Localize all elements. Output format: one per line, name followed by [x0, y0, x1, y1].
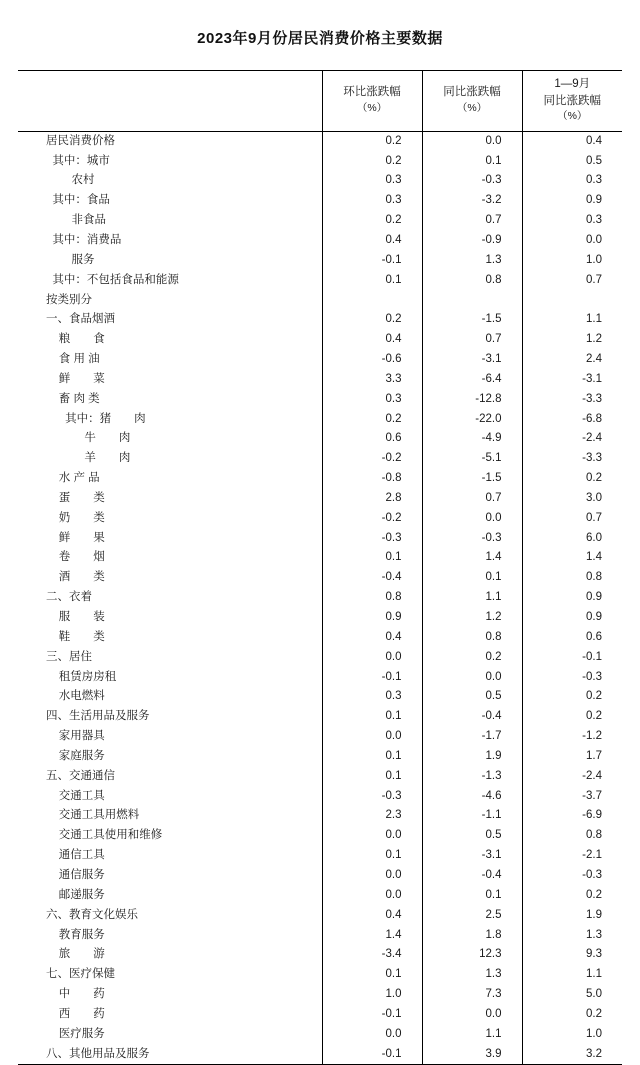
row-label: 其中：不包括食品和能源 — [46, 273, 179, 286]
row-label: 教育服务 — [46, 928, 105, 941]
cell-mom: 0.0 — [322, 648, 422, 668]
cell-ytd: -6.8 — [522, 409, 622, 429]
table-row — [18, 409, 622, 429]
cell-ytd: -0.3 — [522, 866, 622, 886]
cell-yoy: -1.1 — [422, 806, 522, 826]
cell-ytd: 0.8 — [522, 826, 622, 846]
cell-ytd: 0.0 — [522, 231, 622, 251]
cell-mom: 0.3 — [322, 191, 422, 211]
row-label: 其中：猪 肉 — [46, 412, 146, 425]
cell-mom: 3.3 — [322, 370, 422, 390]
cell-yoy: 0.0 — [422, 131, 522, 151]
cell-ytd: 0.8 — [522, 568, 622, 588]
table-row — [18, 886, 622, 906]
cell-yoy: 1.3 — [422, 251, 522, 271]
cell-mom: 0.1 — [322, 965, 422, 985]
row-label: 医疗服务 — [46, 1027, 105, 1040]
cell-mom: 0.3 — [322, 390, 422, 410]
row-label: 农村 — [46, 174, 95, 187]
table-row — [18, 866, 622, 886]
cell-ytd: 1.1 — [522, 965, 622, 985]
cell-yoy: -0.3 — [422, 528, 522, 548]
row-label: 鞋 类 — [46, 630, 105, 643]
table-row — [18, 727, 622, 747]
row-label: 非食品 — [46, 214, 107, 227]
cell-yoy: 0.0 — [422, 509, 522, 529]
cell-ytd: 1.9 — [522, 905, 622, 925]
table-row — [18, 667, 622, 687]
table-row — [18, 568, 622, 588]
cell-mom: -0.8 — [322, 469, 422, 489]
table-row — [18, 231, 622, 251]
cell-ytd: 9.3 — [522, 945, 622, 965]
row-label: 食 用 油 — [46, 353, 100, 366]
table-row — [18, 370, 622, 390]
cell-ytd: 1.7 — [522, 747, 622, 767]
cell-yoy: 0.7 — [422, 330, 522, 350]
cell-mom: -0.3 — [322, 528, 422, 548]
table-container — [0, 70, 640, 1065]
table-row — [18, 806, 622, 826]
table-header-row — [18, 71, 622, 132]
row-label: 鲜 果 — [46, 531, 105, 544]
cell-yoy: -0.9 — [422, 231, 522, 251]
cell-mom — [322, 290, 422, 310]
cell-yoy: 1.1 — [422, 1025, 522, 1045]
cell-yoy: 1.4 — [422, 548, 522, 568]
cell-yoy: -0.4 — [422, 707, 522, 727]
cell-yoy: -3.1 — [422, 846, 522, 866]
cell-ytd: 0.3 — [522, 171, 622, 191]
cell-yoy: 0.0 — [422, 667, 522, 687]
cell-mom: 1.4 — [322, 925, 422, 945]
cell-yoy: -22.0 — [422, 409, 522, 429]
cell-ytd: -0.1 — [522, 648, 622, 668]
table-row — [18, 390, 622, 410]
table-row — [18, 588, 622, 608]
cell-ytd: 1.1 — [522, 310, 622, 330]
cell-mom: -3.4 — [322, 945, 422, 965]
cell-ytd: 1.3 — [522, 925, 622, 945]
table-row — [18, 767, 622, 787]
cell-yoy: -1.5 — [422, 310, 522, 330]
row-label: 其中：城市 — [46, 154, 110, 167]
table-row — [18, 449, 622, 469]
cell-yoy: 0.2 — [422, 648, 522, 668]
cell-ytd: 0.6 — [522, 628, 622, 648]
cell-mom: 2.8 — [322, 489, 422, 509]
cell-mom: 0.0 — [322, 866, 422, 886]
cell-mom: 0.2 — [322, 211, 422, 231]
cell-ytd: -3.3 — [522, 449, 622, 469]
cell-mom: 1.0 — [322, 985, 422, 1005]
cell-yoy: 1.3 — [422, 965, 522, 985]
cell-ytd: -0.3 — [522, 667, 622, 687]
cell-ytd: 0.9 — [522, 191, 622, 211]
cell-yoy: 0.8 — [422, 270, 522, 290]
table-row — [18, 509, 622, 529]
cell-ytd: -3.1 — [522, 370, 622, 390]
cell-mom: 0.1 — [322, 767, 422, 787]
row-label: 鲜 菜 — [46, 372, 105, 385]
cell-yoy: 0.1 — [422, 886, 522, 906]
table-row — [18, 528, 622, 548]
cell-ytd: 0.2 — [522, 886, 622, 906]
row-label: 卷 烟 — [46, 551, 105, 564]
page-title: 2023年9月份居民消费价格主要数据 — [197, 30, 443, 47]
row-label: 水电燃料 — [46, 690, 105, 703]
table-row — [18, 965, 622, 985]
row-label: 奶 类 — [46, 511, 105, 524]
row-label: 酒 类 — [46, 571, 105, 584]
cell-ytd: 0.2 — [522, 707, 622, 727]
cell-mom: 0.2 — [322, 310, 422, 330]
cell-ytd: 0.9 — [522, 588, 622, 608]
cell-ytd: 3.2 — [522, 1044, 622, 1064]
cell-ytd: 0.5 — [522, 151, 622, 171]
row-label: 八、其他用品及服务 — [18, 1044, 322, 1064]
row-label: 通信工具 — [46, 849, 105, 862]
cell-ytd: 0.9 — [522, 608, 622, 628]
row-label: 服 装 — [46, 611, 105, 623]
cell-mom: 0.8 — [322, 588, 422, 608]
table-row — [18, 905, 622, 925]
cell-yoy: 1.9 — [422, 747, 522, 767]
table-row — [18, 211, 622, 231]
cell-ytd: 0.2 — [522, 687, 622, 707]
row-label: 租赁房房租 — [46, 670, 117, 683]
row-label: 羊 肉 — [46, 452, 131, 465]
row-label: 六、教育文化娱乐 — [46, 908, 138, 921]
table-row — [18, 985, 622, 1005]
row-label: 居民消费价格 — [46, 134, 115, 147]
cell-mom: 0.0 — [322, 886, 422, 906]
cell-ytd: 2.4 — [522, 350, 622, 370]
row-label: 四、生活用品及服务 — [46, 710, 150, 723]
row-label: 邮递服务 — [46, 888, 105, 901]
cell-yoy: 0.7 — [422, 489, 522, 509]
cell-yoy: 0.8 — [422, 628, 522, 648]
row-label: 二、衣着 — [46, 591, 92, 604]
cell-mom: 0.3 — [322, 687, 422, 707]
cell-yoy: -0.3 — [422, 171, 522, 191]
cell-yoy: -5.1 — [422, 449, 522, 469]
cell-ytd: -3.3 — [522, 390, 622, 410]
cell-yoy: 0.1 — [422, 568, 522, 588]
cell-mom: -0.1 — [322, 251, 422, 271]
table-row — [18, 925, 622, 945]
cell-ytd: -2.4 — [522, 429, 622, 449]
table-body — [18, 131, 622, 1065]
table-row — [18, 707, 622, 727]
cell-yoy: 1.8 — [422, 925, 522, 945]
cell-ytd: -2.1 — [522, 846, 622, 866]
cell-ytd: 1.2 — [522, 330, 622, 350]
cell-mom: 0.6 — [322, 429, 422, 449]
cell-ytd: 6.0 — [522, 528, 622, 548]
cell-yoy: 0.5 — [422, 687, 522, 707]
cell-ytd: -2.4 — [522, 767, 622, 787]
cell-ytd: 0.3 — [522, 211, 622, 231]
table-row — [18, 191, 622, 211]
table-row — [18, 1044, 622, 1064]
cell-mom: 0.1 — [322, 707, 422, 727]
cell-yoy: 2.5 — [422, 905, 522, 925]
cell-mom: 0.2 — [322, 151, 422, 171]
cell-mom: 0.9 — [322, 608, 422, 628]
cell-ytd: -1.2 — [522, 727, 622, 747]
cell-yoy: 0.1 — [422, 151, 522, 171]
cell-yoy: -12.8 — [422, 390, 522, 410]
row-label: 家用器具 — [46, 730, 105, 743]
cell-ytd: -3.7 — [522, 786, 622, 806]
row-label: 通信服务 — [46, 868, 105, 881]
row-label: 按类别分 — [46, 293, 92, 306]
cell-mom: 0.1 — [322, 270, 422, 290]
table-row — [18, 270, 622, 290]
cell-mom: 2.3 — [322, 806, 422, 826]
cell-ytd — [522, 290, 622, 310]
table-row — [18, 548, 622, 568]
cell-ytd: 5.0 — [522, 985, 622, 1005]
cell-mom: 0.0 — [322, 826, 422, 846]
cell-mom: 0.4 — [322, 628, 422, 648]
cell-ytd: 1.0 — [522, 1025, 622, 1045]
cell-yoy: 1.2 — [422, 608, 522, 628]
row-label: 中 药 — [46, 988, 105, 1001]
cell-yoy: -3.2 — [422, 191, 522, 211]
table-row — [18, 608, 622, 628]
cell-mom: -0.4 — [322, 568, 422, 588]
cell-mom: 0.0 — [322, 1025, 422, 1045]
table-row — [18, 826, 622, 846]
cell-mom: 0.0 — [322, 727, 422, 747]
table-row — [18, 251, 622, 271]
cell-yoy — [422, 290, 522, 310]
cell-ytd: 3.0 — [522, 489, 622, 509]
table-row — [18, 747, 622, 767]
table-row — [18, 350, 622, 370]
cell-mom: 0.4 — [322, 231, 422, 251]
cell-yoy: 7.3 — [422, 985, 522, 1005]
table-row — [18, 171, 622, 191]
row-label: 三、居住 — [46, 650, 92, 663]
table-row — [18, 429, 622, 449]
cell-yoy: 0.7 — [422, 211, 522, 231]
row-label: 五、交通通信 — [46, 769, 115, 782]
cell-mom: 0.4 — [322, 905, 422, 925]
cell-mom: 0.1 — [322, 846, 422, 866]
table-row — [18, 1005, 622, 1025]
cell-ytd: 0.2 — [522, 469, 622, 489]
table-row — [18, 131, 622, 151]
cell-yoy: 0.0 — [422, 1005, 522, 1025]
cell-ytd: -6.9 — [522, 806, 622, 826]
row-label: 西 药 — [46, 1007, 105, 1020]
cell-mom: -0.2 — [322, 509, 422, 529]
cell-yoy: -4.6 — [422, 786, 522, 806]
cell-mom: -0.2 — [322, 449, 422, 469]
row-label: 畜 肉 类 — [46, 392, 100, 405]
row-label: 七、医疗保健 — [46, 968, 115, 981]
cell-yoy: 0.5 — [422, 826, 522, 846]
table-row — [18, 687, 622, 707]
cell-yoy: 12.3 — [422, 945, 522, 965]
cell-ytd: 0.7 — [522, 509, 622, 529]
table-row — [18, 489, 622, 509]
cell-mom: -0.1 — [322, 667, 422, 687]
cell-yoy: -6.4 — [422, 370, 522, 390]
cell-mom: -0.1 — [322, 1005, 422, 1025]
cell-mom: 0.2 — [322, 131, 422, 151]
row-label: 交通工具用燃料 — [46, 809, 140, 822]
cell-ytd: 0.4 — [522, 131, 622, 151]
cell-yoy: -1.3 — [422, 767, 522, 787]
column-header-yoy: 同比涨跌幅 （%） — [422, 71, 522, 132]
cell-ytd: 0.7 — [522, 270, 622, 290]
cell-yoy: 3.9 — [422, 1044, 522, 1064]
row-label: 服务 — [46, 253, 95, 266]
table-row — [18, 1025, 622, 1045]
cpi-data-table — [18, 70, 622, 1065]
table-row — [18, 330, 622, 350]
table-head — [18, 71, 622, 132]
cell-mom: 0.3 — [322, 171, 422, 191]
row-label: 其中：消费品 — [46, 233, 122, 246]
cell-yoy: 1.1 — [422, 588, 522, 608]
table-row — [18, 945, 622, 965]
cell-ytd: 0.2 — [522, 1005, 622, 1025]
table-row — [18, 310, 622, 330]
column-header-blank — [18, 71, 322, 132]
table-row — [18, 151, 622, 171]
table-row — [18, 469, 622, 489]
column-header-ytd: 1—9月 同比涨跌幅 （%） — [522, 71, 622, 132]
row-label: 旅 游 — [46, 948, 105, 961]
cell-yoy: -4.9 — [422, 429, 522, 449]
cell-mom: 0.1 — [322, 747, 422, 767]
cell-mom: -0.3 — [322, 786, 422, 806]
cell-yoy: -1.5 — [422, 469, 522, 489]
cell-ytd: 1.4 — [522, 548, 622, 568]
cell-mom: -0.6 — [322, 350, 422, 370]
table-row — [18, 648, 622, 668]
row-label: 家庭服务 — [46, 749, 105, 762]
cell-mom: 0.2 — [322, 409, 422, 429]
cell-mom: -0.1 — [322, 1044, 422, 1064]
row-label: 蛋 类 — [46, 491, 105, 504]
row-label: 水 产 品 — [46, 472, 100, 485]
row-label: 交通工具使用和维修 — [46, 829, 163, 842]
row-label: 牛 肉 — [46, 432, 131, 445]
cell-mom: 0.1 — [322, 548, 422, 568]
cell-yoy: -1.7 — [422, 727, 522, 747]
cell-yoy: -3.1 — [422, 350, 522, 370]
row-label: 其中：食品 — [46, 194, 110, 207]
table-row — [18, 628, 622, 648]
row-label: 交通工具 — [46, 789, 105, 802]
cell-ytd: 1.0 — [522, 251, 622, 271]
table-row — [18, 846, 622, 866]
table-row — [18, 786, 622, 806]
cell-mom: 0.4 — [322, 330, 422, 350]
cell-yoy: -0.4 — [422, 866, 522, 886]
row-label: 一、食品烟酒 — [46, 313, 115, 326]
row-label: 粮 食 — [46, 333, 105, 346]
column-header-mom: 环比涨跌幅 （%） — [322, 71, 422, 132]
table-row — [18, 290, 622, 310]
